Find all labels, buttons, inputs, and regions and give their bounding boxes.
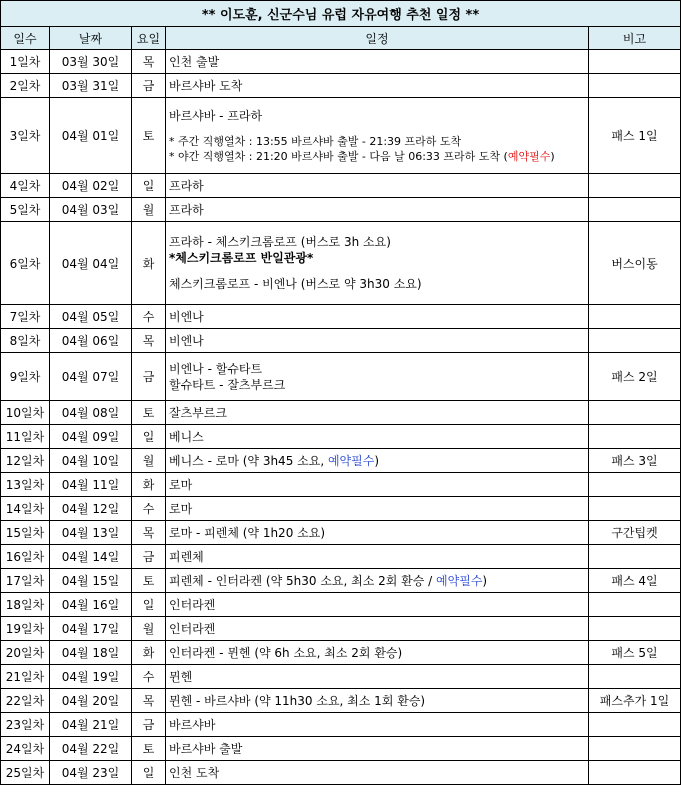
schedule-cell: 잘츠부르크 xyxy=(166,401,589,425)
schedule-cell: 프라하 xyxy=(166,198,589,222)
schedule-cell xyxy=(166,569,589,593)
day-cell: 6일차 xyxy=(1,222,50,305)
date-cell: 04월 04일 xyxy=(50,222,132,305)
day-cell: 8일차 xyxy=(1,329,50,353)
table-row xyxy=(1,737,681,761)
day-cell: 3일차 xyxy=(1,98,50,174)
schedule-text: 프라하 - 체스키크롬로프 (버스로 3h 소요) xyxy=(169,235,391,249)
header-date: 날짜 xyxy=(50,27,132,50)
table-row xyxy=(1,425,681,449)
table-row xyxy=(1,569,681,593)
weekday-cell: 목 xyxy=(132,329,166,353)
schedule-cell: 인터라켄 xyxy=(166,617,589,641)
table-row xyxy=(1,617,681,641)
spacer xyxy=(169,266,588,276)
weekday-cell: 월 xyxy=(132,449,166,473)
schedule-cell: 피렌체 xyxy=(166,545,589,569)
day-cell: 19일차 xyxy=(1,617,50,641)
table-row xyxy=(1,641,681,665)
schedule-cell: 인천 출발 xyxy=(166,50,589,74)
date-cell: 04월 23일 xyxy=(50,761,132,785)
date-cell: 04월 07일 xyxy=(50,353,132,401)
schedule-subtext: 할슈타트 - 잘츠부르크 xyxy=(169,377,286,392)
header-row xyxy=(1,27,681,50)
note-cell: 패스 4일 xyxy=(589,569,681,593)
schedule-cell: 뮌헨 - 바르샤바 (약 11h30 소요, 최소 1회 환승) xyxy=(166,689,589,713)
note-cell: 구간팁켓 xyxy=(589,521,681,545)
table-row xyxy=(1,593,681,617)
day-cell: 15일차 xyxy=(1,521,50,545)
note-cell xyxy=(589,174,681,198)
date-cell: 04월 21일 xyxy=(50,713,132,737)
day-cell: 1일차 xyxy=(1,50,50,74)
note-cell xyxy=(589,761,681,785)
schedule-text-end: ) xyxy=(374,453,380,468)
date-cell: 04월 15일 xyxy=(50,569,132,593)
date-cell: 04월 17일 xyxy=(50,617,132,641)
note-cell xyxy=(589,329,681,353)
note-cell: 패스 5일 xyxy=(589,641,681,665)
day-cell: 7일차 xyxy=(1,305,50,329)
note-text-end: ) xyxy=(550,149,555,163)
date-cell: 04월 11일 xyxy=(50,473,132,497)
schedule-cell: 인터라켄 xyxy=(166,593,589,617)
schedule-subtext: 체스키크롬로프 - 비엔나 (버스로 약 3h30 소요) xyxy=(169,277,422,291)
note-text: * 야간 직행열차 : 21:20 바르샤바 출발 - 다음 날 06:33 프라하 도착 ( xyxy=(169,149,508,163)
date-cell: 04월 05일 xyxy=(50,305,132,329)
weekday-cell: 토 xyxy=(132,737,166,761)
weekday-cell: 수 xyxy=(132,665,166,689)
table-row xyxy=(1,761,681,785)
weekday-cell: 금 xyxy=(132,353,166,401)
note-cell xyxy=(589,545,681,569)
schedule-text: 베니스 - 로마 (약 3h45 소요, xyxy=(169,453,328,468)
schedule-highlight: *체스키크롬로프 반일관광* xyxy=(169,251,314,265)
date-cell: 04월 18일 xyxy=(50,641,132,665)
date-cell: 04월 20일 xyxy=(50,689,132,713)
schedule-note-day-train: * 주간 직행열차 : 13:55 바르샤바 출발 - 21:39 프라하 도착 xyxy=(169,134,462,148)
day-cell: 21일차 xyxy=(1,665,50,689)
weekday-cell: 목 xyxy=(132,521,166,545)
weekday-cell: 목 xyxy=(132,689,166,713)
day-cell: 16일차 xyxy=(1,545,50,569)
day-cell: 17일차 xyxy=(1,569,50,593)
note-cell: 패스 3일 xyxy=(589,449,681,473)
schedule-cell: 인터라켄 - 뮌헨 (약 6h 소요, 최소 2회 환승) xyxy=(166,641,589,665)
schedule-cell: 비엔나 xyxy=(166,305,589,329)
note-cell xyxy=(589,617,681,641)
note-cell: 패스 2일 xyxy=(589,353,681,401)
schedule-cell: 바르샤바 출발 xyxy=(166,737,589,761)
header-note: 비고 xyxy=(589,27,681,50)
weekday-cell: 목 xyxy=(132,50,166,74)
schedule-cell: 인천 도착 xyxy=(166,761,589,785)
note-cell xyxy=(589,50,681,74)
header-weekday: 요일 xyxy=(132,27,166,50)
date-cell: 04월 03일 xyxy=(50,198,132,222)
reservation-required: 예약필수 xyxy=(436,573,483,588)
weekday-cell: 일 xyxy=(132,761,166,785)
day-cell: 13일차 xyxy=(1,473,50,497)
table-row xyxy=(1,174,681,198)
header-day: 일수 xyxy=(1,27,50,50)
note-cell xyxy=(589,473,681,497)
sheet-title: ** 이도훈, 신군수님 유럽 자유여행 추천 일정 ** xyxy=(1,1,681,27)
day-cell: 11일차 xyxy=(1,425,50,449)
schedule-cell: 바르샤바 도착 xyxy=(166,74,589,98)
note-cell: 패스추가 1일 xyxy=(589,689,681,713)
note-cell xyxy=(589,497,681,521)
schedule-text: 바르샤바 - 프라하 xyxy=(169,108,263,123)
table-row xyxy=(1,305,681,329)
weekday-cell: 일 xyxy=(132,593,166,617)
day-cell: 22일차 xyxy=(1,689,50,713)
date-cell: 04월 14일 xyxy=(50,545,132,569)
reservation-required: 예약필수 xyxy=(327,453,375,468)
weekday-cell: 월 xyxy=(132,617,166,641)
date-cell: 04월 08일 xyxy=(50,401,132,425)
table-row xyxy=(1,222,681,305)
date-cell: 04월 19일 xyxy=(50,665,132,689)
schedule-cell: 로마 xyxy=(166,473,589,497)
schedule-text: 피렌체 - 인터라켄 (약 5h30 소요, 최소 2회 환승 / xyxy=(169,573,437,588)
table-row xyxy=(1,473,681,497)
table-row xyxy=(1,198,681,222)
date-cell: 04월 10일 xyxy=(50,449,132,473)
note-cell xyxy=(589,737,681,761)
weekday-cell: 일 xyxy=(132,174,166,198)
table-row xyxy=(1,665,681,689)
table-row xyxy=(1,521,681,545)
note-cell: 버스이동 xyxy=(589,222,681,305)
date-cell: 04월 06일 xyxy=(50,329,132,353)
table-row xyxy=(1,689,681,713)
weekday-cell: 금 xyxy=(132,713,166,737)
table-row xyxy=(1,353,681,401)
schedule-text: 비엔나 - 할슈타트 xyxy=(169,361,263,376)
date-cell: 04월 01일 xyxy=(50,98,132,174)
day-cell: 20일차 xyxy=(1,641,50,665)
note-cell xyxy=(589,305,681,329)
note-cell xyxy=(589,74,681,98)
table-row xyxy=(1,329,681,353)
table-row xyxy=(1,449,681,473)
day-cell: 9일차 xyxy=(1,353,50,401)
note-cell xyxy=(589,713,681,737)
date-cell: 03월 31일 xyxy=(50,74,132,98)
weekday-cell: 금 xyxy=(132,545,166,569)
note-cell xyxy=(589,198,681,222)
weekday-cell: 토 xyxy=(132,569,166,593)
date-cell: 04월 13일 xyxy=(50,521,132,545)
note-cell xyxy=(589,425,681,449)
day-cell: 10일차 xyxy=(1,401,50,425)
schedule-cell xyxy=(166,449,589,473)
table-row xyxy=(1,545,681,569)
note-cell xyxy=(589,593,681,617)
schedule-cell xyxy=(166,353,589,401)
weekday-cell: 화 xyxy=(132,473,166,497)
header-schedule: 일정 xyxy=(166,27,589,50)
weekday-cell: 화 xyxy=(132,641,166,665)
date-cell: 04월 12일 xyxy=(50,497,132,521)
weekday-cell: 금 xyxy=(132,74,166,98)
weekday-cell: 일 xyxy=(132,425,166,449)
spacer xyxy=(169,124,588,134)
schedule-cell: 로마 - 피렌체 (약 1h20 소요) xyxy=(166,521,589,545)
day-cell: 2일차 xyxy=(1,74,50,98)
day-cell: 24일차 xyxy=(1,737,50,761)
day-cell: 18일차 xyxy=(1,593,50,617)
day-cell: 4일차 xyxy=(1,174,50,198)
weekday-cell: 수 xyxy=(132,497,166,521)
day-cell: 12일차 xyxy=(1,449,50,473)
weekday-cell: 월 xyxy=(132,198,166,222)
date-cell: 04월 22일 xyxy=(50,737,132,761)
schedule-cell: 바르샤바 xyxy=(166,713,589,737)
date-cell: 04월 02일 xyxy=(50,174,132,198)
table-row xyxy=(1,401,681,425)
date-cell: 04월 16일 xyxy=(50,593,132,617)
schedule-note-night-train xyxy=(169,149,588,164)
date-cell: 04월 09일 xyxy=(50,425,132,449)
note-cell: 패스 1일 xyxy=(589,98,681,174)
table-row xyxy=(1,74,681,98)
table-row xyxy=(1,713,681,737)
schedule-cell: 프라하 xyxy=(166,174,589,198)
day-cell: 14일차 xyxy=(1,497,50,521)
weekday-cell: 토 xyxy=(132,401,166,425)
schedule-cell: 비엔나 xyxy=(166,329,589,353)
schedule-cell xyxy=(166,98,589,174)
schedule-cell xyxy=(166,222,589,305)
day-cell: 5일차 xyxy=(1,198,50,222)
weekday-cell: 토 xyxy=(132,98,166,174)
schedule-text-end: ) xyxy=(482,573,488,588)
table-row xyxy=(1,50,681,74)
note-cell xyxy=(589,401,681,425)
day-cell: 25일차 xyxy=(1,761,50,785)
schedule-cell: 베니스 xyxy=(166,425,589,449)
weekday-cell: 화 xyxy=(132,222,166,305)
reservation-required: 예약필수 xyxy=(507,149,551,163)
table-row xyxy=(1,98,681,174)
schedule-cell: 뮌헨 xyxy=(166,665,589,689)
date-cell: 03월 30일 xyxy=(50,50,132,74)
schedule-cell: 로마 xyxy=(166,497,589,521)
note-cell xyxy=(589,665,681,689)
weekday-cell: 수 xyxy=(132,305,166,329)
day-cell: 23일차 xyxy=(1,713,50,737)
table-row xyxy=(1,497,681,521)
